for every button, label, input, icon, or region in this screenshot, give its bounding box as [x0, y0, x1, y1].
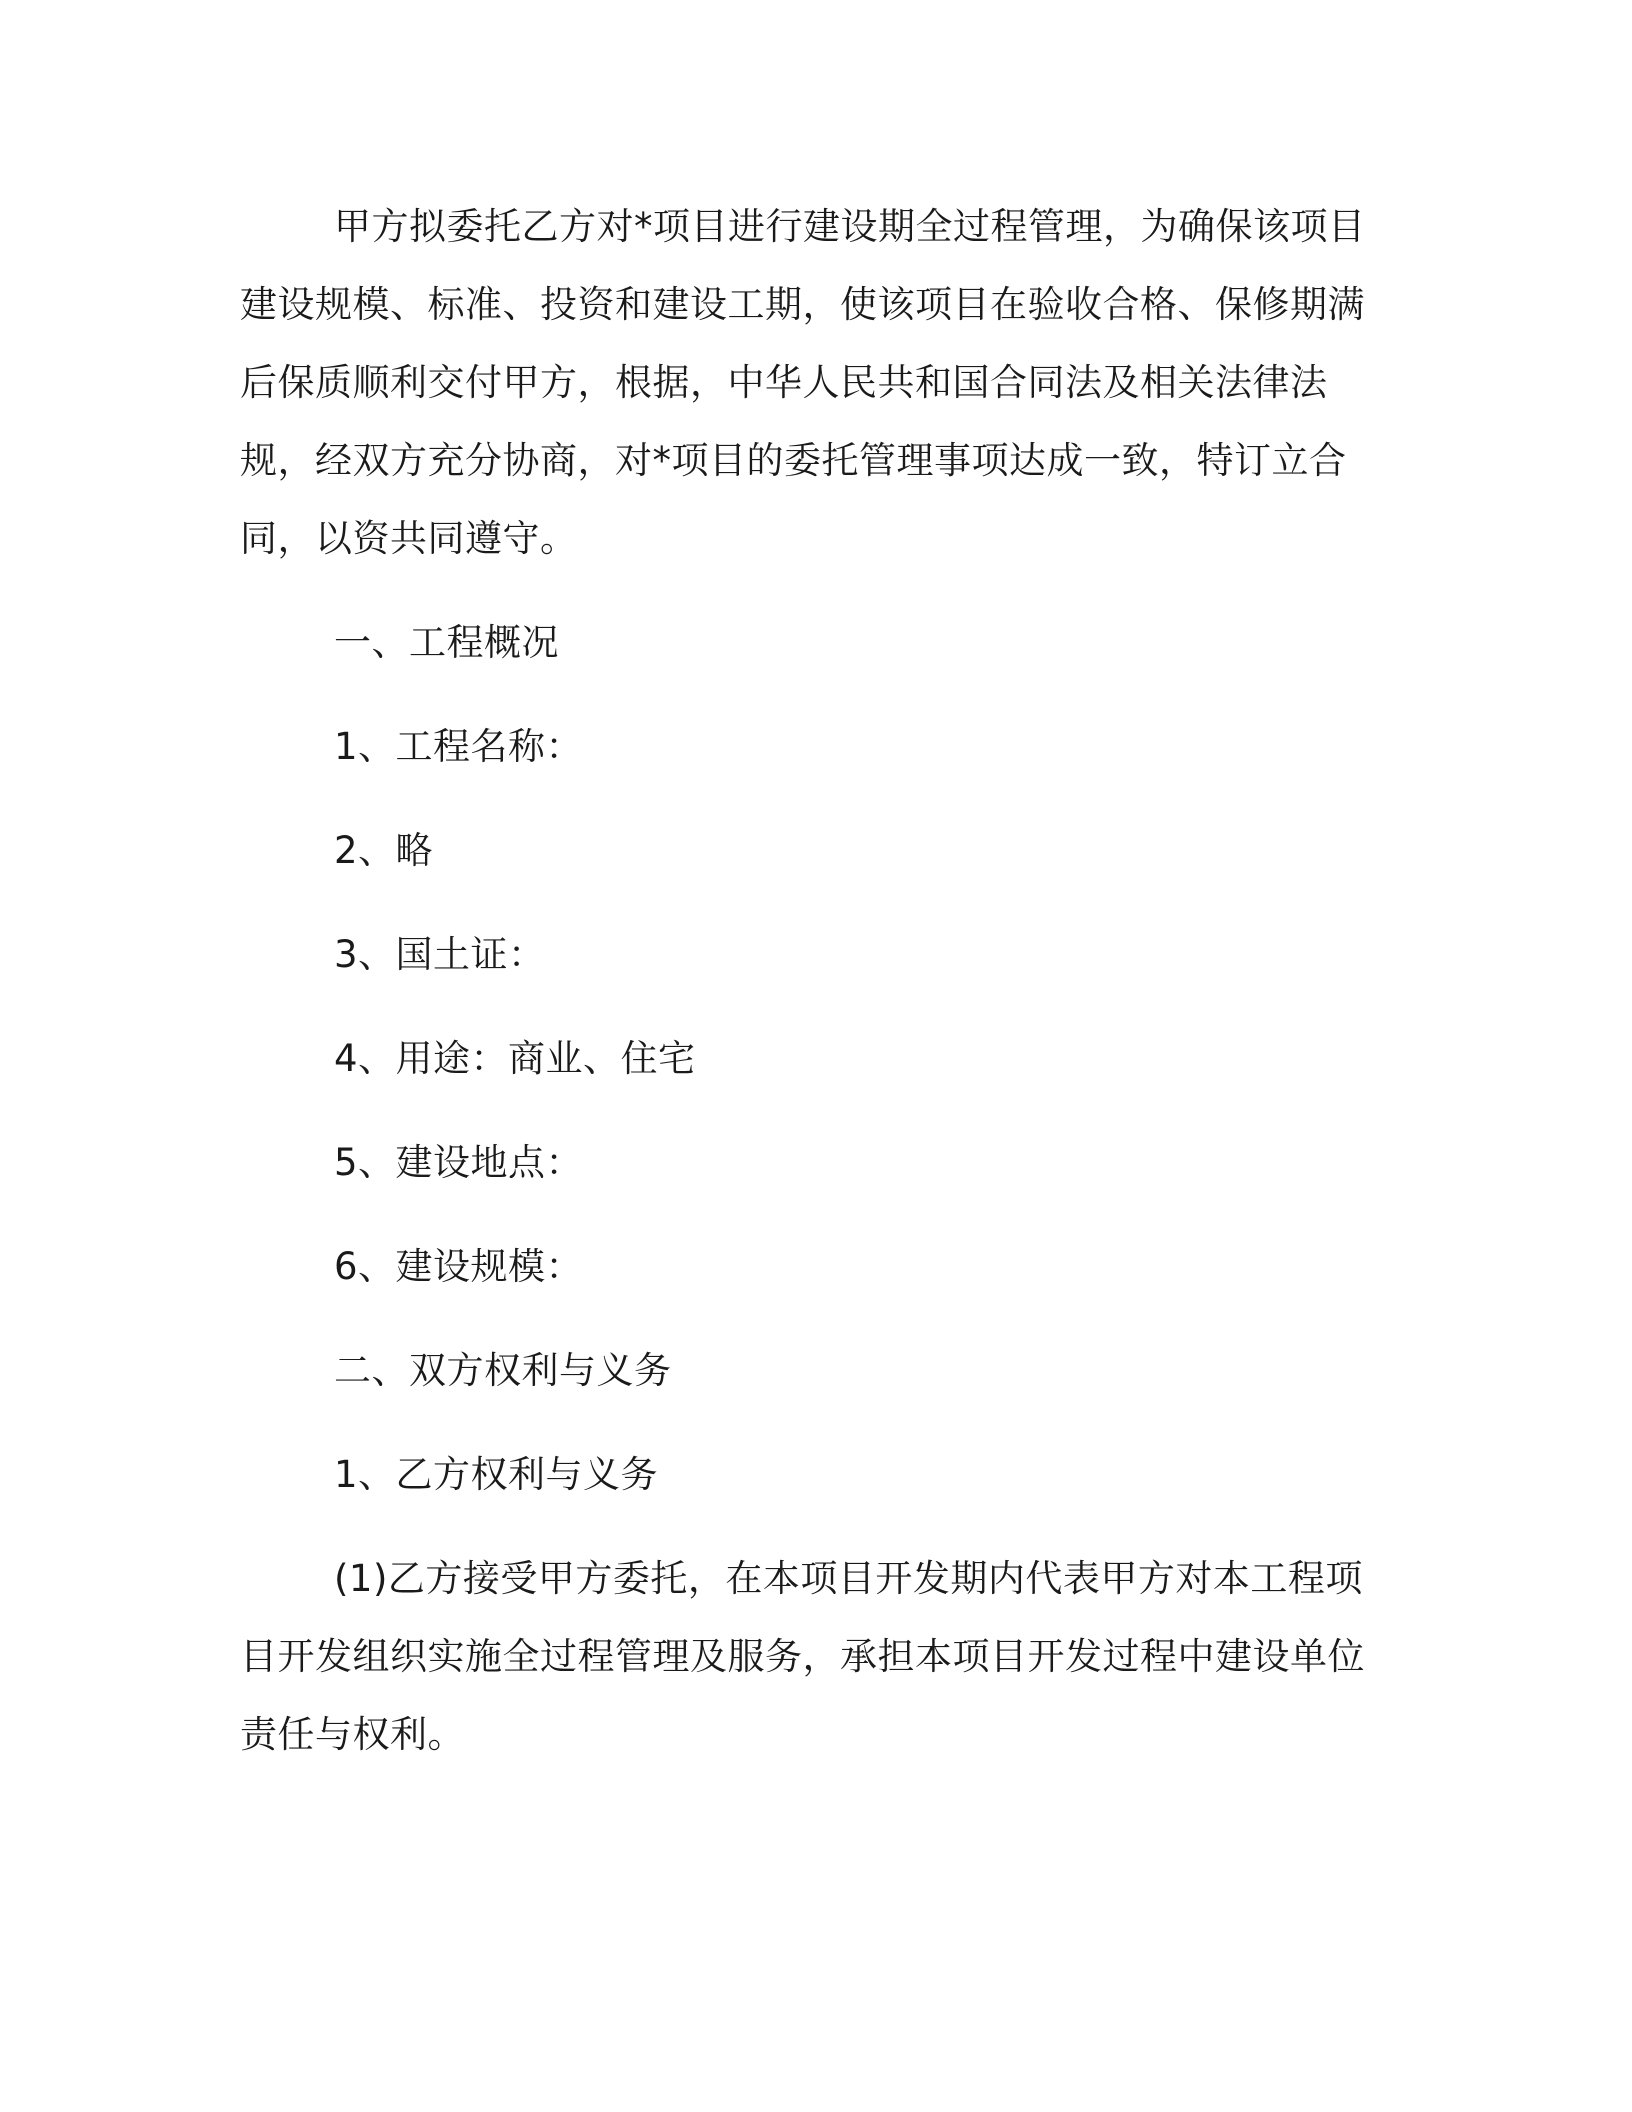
section-heading-overview: 一、工程概况: [334, 621, 559, 664]
intro-paragraph: 甲方拟委托乙方对*项目进行建设期全过程管理，为确保该项目建设规模、标准、投资和建设工期，使该项目在验收合格、保修期满后保质顺利交付甲方，根据，中华人民共和国合同法及相关法律法规，经双方充分协商，对*项目的委托管理事项达成一致，特订立合同，以资共同遵守。: [240, 205, 1366, 560]
item-scale: 6、建设规模：: [334, 1245, 584, 1288]
section-heading-rights: 二、双方权利与义务: [334, 1349, 672, 1392]
subsection-heading-party-b: 1、乙方权利与义务: [334, 1453, 659, 1496]
document-body: [240, 188, 1390, 1774]
clause-paragraph-1: (1)乙方接受甲方委托，在本项目开发期内代表甲方对本工程项目开发组织实施全过程管理及服务，承担本项目开发过程中建设单位责任与权利。: [240, 1557, 1365, 1756]
item-project-name: 1、工程名称：: [334, 725, 584, 768]
item-usage: 4、用途：商业、住宅: [334, 1037, 696, 1080]
item-land-certificate: 3、国土证：: [334, 933, 546, 976]
item-location: 5、建设地点：: [334, 1141, 584, 1184]
item-omitted: 2、略: [334, 829, 434, 872]
